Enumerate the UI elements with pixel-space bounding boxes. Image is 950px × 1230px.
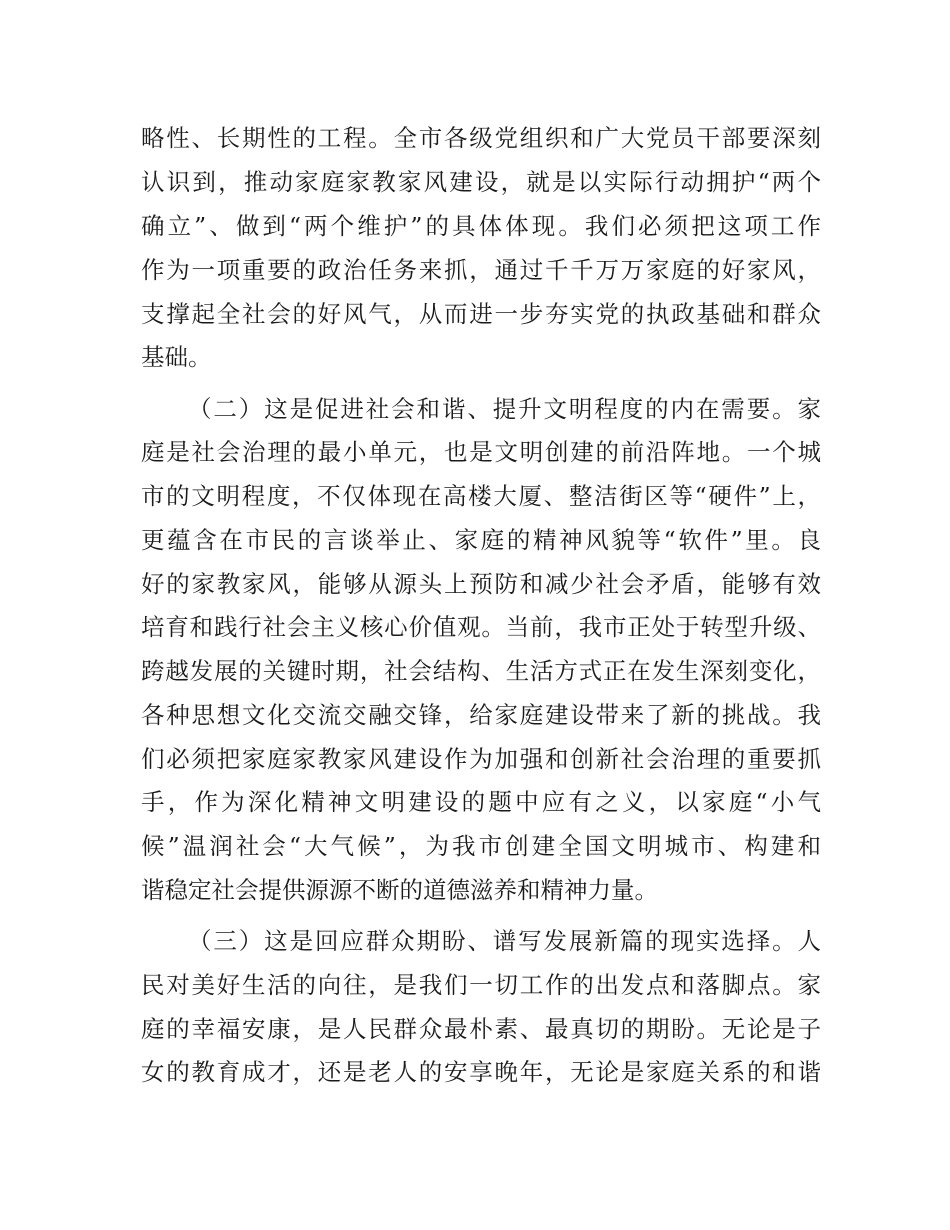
paragraph-line: 基础。 — [141, 343, 212, 371]
paragraph-line: 认识到，推动家庭家教家风建设，就是以实际行动拥护“两个 — [141, 168, 821, 196]
paragraph-line: 庭是社会治理的最小单元，也是文明创建的前沿阵地。一个城 — [141, 438, 821, 466]
paragraph-line: 们必须把家庭家教家风建设作为加强和创新社会治理的重要抓 — [141, 745, 821, 773]
paragraph-line: 市的文明程度，不仅体现在高楼大厦、整洁街区等“硬件”上， — [141, 482, 821, 510]
paragraph-line: 跨越发展的关键时期，社会结构、生活方式正在发生深刻变化， — [141, 657, 821, 685]
paragraph-heading-line: （二）这是促进社会和谐、提升文明程度的内在需要。家 — [188, 395, 821, 423]
paragraph-line: 谐稳定社会提供源源不断的道德滋养和精神力量。 — [141, 876, 658, 904]
paragraph-line: 女的教育成才，还是老人的安享晚年，无论是家庭关系的和谐 — [141, 1058, 821, 1086]
paragraph-line: 培育和践行社会主义核心价值观。当前，我市正处于转型升级、 — [141, 613, 821, 641]
paragraph-line: 作为一项重要的政治任务来抓，通过千千万万家庭的好家风， — [141, 256, 821, 284]
paragraph-line: 候”温润社会“大气候”，为我市创建全国文明城市、构建和 — [141, 832, 821, 860]
paragraph-line: 好的家教家风，能够从源头上预防和减少社会矛盾，能够有效 — [141, 570, 821, 598]
paragraph-line: 庭的幸福安康，是人民群众最朴素、最真切的期盼。无论是子 — [141, 1015, 821, 1043]
paragraph-line: 略性、长期性的工程。全市各级党组织和广大党员干部要深刻 — [141, 124, 821, 152]
paragraph-line: 确立”、做到“两个维护”的具体体现。我们必须把这项工作 — [141, 212, 821, 240]
paragraph-line: 更蕴含在市民的言谈举止、家庭的精神风貌等“软件”里。良 — [141, 526, 821, 554]
paragraph-heading-line: （三）这是回应群众期盼、谱写发展新篇的现实选择。人 — [188, 927, 821, 955]
paragraph-line: 各种思想文化交流交融交锋，给家庭建设带来了新的挑战。我 — [141, 701, 821, 729]
paragraph-line: 民对美好生活的向往，是我们一切工作的出发点和落脚点。家 — [141, 971, 821, 999]
paragraph-line: 手，作为深化精神文明建设的题中应有之义，以家庭“小气 — [141, 788, 821, 816]
paragraph-line: 支撑起全社会的好风气，从而进一步夯实党的执政基础和群众 — [141, 300, 821, 328]
